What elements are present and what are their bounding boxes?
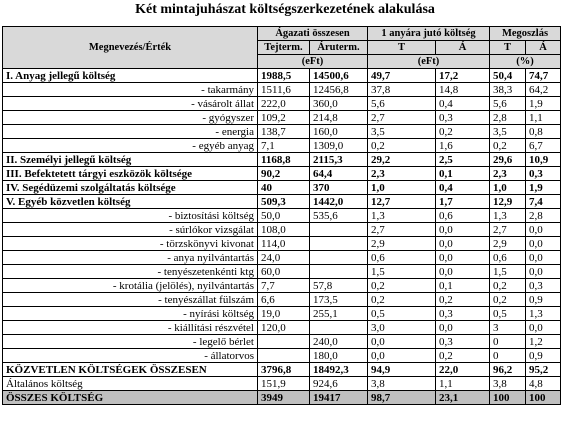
cell-value: 151,9: [258, 377, 310, 391]
cell-value: 1,9: [526, 97, 561, 111]
cell-value: 0,2: [490, 279, 526, 293]
cell-value: [310, 237, 368, 251]
cell-value: 64,2: [526, 83, 561, 97]
cell-value: 49,7: [368, 69, 436, 83]
cell-value: 7,7: [258, 279, 310, 293]
cell-value: 2,9: [490, 237, 526, 251]
cell-value: 1442,0: [310, 195, 368, 209]
table-row: [3, 111, 561, 125]
cell-value: 4,8: [526, 377, 561, 391]
header-egy-anyara: 1 anyára jutó költség: [368, 27, 490, 41]
table-row: [3, 139, 561, 153]
cell-value: 19,0: [258, 307, 310, 321]
cell-value: 3796,8: [258, 363, 310, 377]
cell-value: 0,2: [436, 293, 490, 307]
table-row: [3, 307, 561, 321]
header-a-eft: Á: [436, 41, 490, 55]
cell-value: 38,3: [490, 83, 526, 97]
cell-value: 94,9: [368, 363, 436, 377]
cell-value: [310, 265, 368, 279]
cell-value: 5,6: [368, 97, 436, 111]
cell-value: 6,7: [526, 139, 561, 153]
cell-value: 1,5: [490, 265, 526, 279]
cell-value: 24,0: [258, 251, 310, 265]
header-row-1: [3, 27, 561, 41]
row-label: - tenyészállat fülszám: [3, 293, 258, 307]
header-t-pct: T: [490, 41, 526, 55]
row-label: - egyéb anyag: [3, 139, 258, 153]
cell-value: 1511,6: [258, 83, 310, 97]
table-title: Két mintajuhászat költségszerkezetének alakulása: [135, 2, 435, 17]
cell-value: 160,0: [310, 125, 368, 139]
cell-value: 29,2: [368, 153, 436, 167]
cell-value: 2,9: [368, 237, 436, 251]
cell-value: 1,3: [526, 307, 561, 321]
cell-value: 2,8: [490, 111, 526, 125]
cell-value: 0,0: [526, 265, 561, 279]
cell-value: 1,5: [368, 265, 436, 279]
cell-value: 37,8: [368, 83, 436, 97]
row-label: - krotália (jelölés), nyilvántartás: [3, 279, 258, 293]
cell-value: 3,0: [368, 321, 436, 335]
cell-value: 95,2: [526, 363, 561, 377]
cell-value: 3: [490, 321, 526, 335]
row-label: - nyírási költség: [3, 307, 258, 321]
cell-value: 1309,0: [310, 139, 368, 153]
cell-value: 1,0: [368, 181, 436, 195]
cell-value: 2,8: [526, 209, 561, 223]
cell-value: 5,6: [490, 97, 526, 111]
cell-value: 2,7: [368, 111, 436, 125]
cell-value: 90,2: [258, 167, 310, 181]
row-label: - anya nyilvántartás: [3, 251, 258, 265]
cell-value: 1,3: [490, 209, 526, 223]
cell-value: 12,9: [490, 195, 526, 209]
table-row: [3, 97, 561, 111]
cell-value: 0,0: [368, 335, 436, 349]
cell-value: 1988,5: [258, 69, 310, 83]
cell-value: 0,2: [436, 349, 490, 363]
cell-value: 0,0: [526, 223, 561, 237]
table-row: [3, 391, 561, 405]
cell-value: 0,0: [436, 237, 490, 251]
cell-value: 3,5: [490, 125, 526, 139]
cell-value: 1,7: [436, 195, 490, 209]
cell-value: 74,7: [526, 69, 561, 83]
cell-value: 0,0: [436, 223, 490, 237]
cell-value: 29,6: [490, 153, 526, 167]
table-row: [3, 181, 561, 195]
cell-value: 255,1: [310, 307, 368, 321]
cell-value: [310, 223, 368, 237]
cell-value: 0,2: [436, 125, 490, 139]
table-row: [3, 349, 561, 363]
cell-value: 0,2: [490, 139, 526, 153]
cell-value: 180,0: [310, 349, 368, 363]
cell-value: 0,6: [436, 209, 490, 223]
cell-value: 98,7: [368, 391, 436, 405]
table-row: [3, 83, 561, 97]
cell-value: 12,7: [368, 195, 436, 209]
cell-value: 23,1: [436, 391, 490, 405]
cell-value: 0,1: [436, 167, 490, 181]
row-label: - biztosítási költség: [3, 209, 258, 223]
cell-value: 108,0: [258, 223, 310, 237]
cell-value: 14500,6: [310, 69, 368, 83]
cell-value: 7,4: [526, 195, 561, 209]
cell-value: [310, 321, 368, 335]
cell-value: 50,4: [490, 69, 526, 83]
header-unit-pct: (%): [490, 55, 561, 69]
cell-value: 10,9: [526, 153, 561, 167]
header-aruterm: Áruterm.: [310, 41, 368, 55]
cell-value: 1,2: [526, 335, 561, 349]
header-tejterm: Tejterm.: [258, 41, 310, 55]
cell-value: 0,1: [436, 279, 490, 293]
cell-value: 17,2: [436, 69, 490, 83]
cell-value: 6,6: [258, 293, 310, 307]
cell-value: 3,8: [368, 377, 436, 391]
cell-value: 96,2: [490, 363, 526, 377]
cell-value: 22,0: [436, 363, 490, 377]
header-megoszlas: Megoszlás: [490, 27, 561, 41]
cell-value: 0,2: [490, 293, 526, 307]
cell-value: 50,0: [258, 209, 310, 223]
cell-value: 3,8: [490, 377, 526, 391]
cell-value: 360,0: [310, 97, 368, 111]
cell-value: 64,4: [310, 167, 368, 181]
cell-value: 1168,8: [258, 153, 310, 167]
cell-value: 12456,8: [310, 83, 368, 97]
cell-value: 3949: [258, 391, 310, 405]
cell-value: 0,0: [526, 251, 561, 265]
cell-value: 109,2: [258, 111, 310, 125]
cell-value: 0,3: [526, 279, 561, 293]
table-row: [3, 279, 561, 293]
table-row: [3, 265, 561, 279]
header-unit-eft-2: (eFt): [368, 55, 490, 69]
cell-value: 57,8: [310, 279, 368, 293]
cell-value: 40: [258, 181, 310, 195]
cell-value: 0,2: [368, 139, 436, 153]
row-label: Általános költség: [3, 377, 258, 391]
row-label: - tenyészetenkénti ktg: [3, 265, 258, 279]
header-a-pct: Á: [526, 41, 561, 55]
cell-value: 2,3: [490, 167, 526, 181]
cell-value: 0,4: [436, 97, 490, 111]
table-row: [3, 335, 561, 349]
cell-value: 60,0: [258, 265, 310, 279]
header-name: Megnevezés/Érték: [3, 27, 258, 69]
cell-value: 0,5: [490, 307, 526, 321]
cell-value: 3,5: [368, 125, 436, 139]
cell-value: 0: [490, 349, 526, 363]
table-row: [3, 377, 561, 391]
cell-value: 0: [490, 335, 526, 349]
row-label: V. Egyéb közvetlen költség: [3, 195, 258, 209]
row-label: - legelő bérlet: [3, 335, 258, 349]
table-row: [3, 293, 561, 307]
header-unit-eft-1: (eFt): [258, 55, 368, 69]
cell-value: 0,4: [436, 181, 490, 195]
cell-value: 0,8: [526, 125, 561, 139]
table-row: [3, 195, 561, 209]
cell-value: 2,7: [368, 223, 436, 237]
cell-value: 14,8: [436, 83, 490, 97]
cell-value: 18492,3: [310, 363, 368, 377]
cell-value: [258, 349, 310, 363]
cell-value: 120,0: [258, 321, 310, 335]
header-t-eft: T: [368, 41, 436, 55]
table-row: [3, 223, 561, 237]
cell-value: 240,0: [310, 335, 368, 349]
cell-value: 0,9: [526, 293, 561, 307]
row-label: KÖZVETLEN KÖLTSÉGEK ÖSSZESEN: [3, 363, 258, 377]
cell-value: 1,0: [490, 181, 526, 195]
cell-value: 0,3: [436, 307, 490, 321]
table-row: [3, 251, 561, 265]
cell-value: 1,1: [436, 377, 490, 391]
cell-value: 0,0: [436, 321, 490, 335]
cell-value: 370: [310, 181, 368, 195]
cell-value: 1,9: [526, 181, 561, 195]
table-row: [3, 363, 561, 377]
cell-value: 0,3: [436, 111, 490, 125]
cell-value: 0,0: [526, 237, 561, 251]
row-label: I. Anyag jellegű költség: [3, 69, 258, 83]
row-label: - kiállítási részvétel: [3, 321, 258, 335]
cell-value: 0,0: [436, 265, 490, 279]
cell-value: 0,6: [490, 251, 526, 265]
row-label: - gyógyszer: [3, 111, 258, 125]
row-label: - állatorvos: [3, 349, 258, 363]
cell-value: 0,6: [368, 251, 436, 265]
cell-value: 19417: [310, 391, 368, 405]
cell-value: 1,3: [368, 209, 436, 223]
cell-value: 2115,3: [310, 153, 368, 167]
cell-value: 2,3: [368, 167, 436, 181]
cell-value: 100: [490, 391, 526, 405]
cell-value: 0,3: [526, 167, 561, 181]
cell-value: 0,0: [368, 349, 436, 363]
cell-value: 1,6: [436, 139, 490, 153]
table-row: [3, 167, 561, 181]
cell-value: 0,0: [526, 321, 561, 335]
row-label: - energia: [3, 125, 258, 139]
cell-value: 0,2: [368, 279, 436, 293]
cell-value: 0,9: [526, 349, 561, 363]
table-row: [3, 237, 561, 251]
cell-value: 114,0: [258, 237, 310, 251]
row-label: - súrlókor vizsgálat: [3, 223, 258, 237]
table-row: [3, 153, 561, 167]
cell-value: 138,7: [258, 125, 310, 139]
cost-structure-table: [2, 26, 561, 405]
cell-value: 100: [526, 391, 561, 405]
cell-value: 0,3: [436, 335, 490, 349]
cell-value: 222,0: [258, 97, 310, 111]
cell-value: 7,1: [258, 139, 310, 153]
cell-value: 173,5: [310, 293, 368, 307]
table-row: [3, 209, 561, 223]
row-label: ÖSSZES KÖLTSÉG: [3, 391, 258, 405]
row-label: - törzskönyvi kivonat: [3, 237, 258, 251]
cell-value: 924,6: [310, 377, 368, 391]
cell-value: 1,1: [526, 111, 561, 125]
cell-value: [258, 335, 310, 349]
cell-value: 214,8: [310, 111, 368, 125]
cell-value: 0,5: [368, 307, 436, 321]
table-row: [3, 125, 561, 139]
cell-value: 0,2: [368, 293, 436, 307]
table-row: [3, 69, 561, 83]
cell-value: [310, 251, 368, 265]
row-label: - takarmány: [3, 83, 258, 97]
row-label: II. Személyi jellegű költség: [3, 153, 258, 167]
cell-value: 509,3: [258, 195, 310, 209]
cell-value: 535,6: [310, 209, 368, 223]
cell-value: 0,0: [436, 251, 490, 265]
row-label: - vásárolt állat: [3, 97, 258, 111]
cell-value: 2,5: [436, 153, 490, 167]
cell-value: 2,7: [490, 223, 526, 237]
row-label: IV. Segédüzemi szolgáltatás költsége: [3, 181, 258, 195]
header-agazati: Ágazati összesen: [258, 27, 368, 41]
row-label: III. Befektetett tárgyi eszközök költsége: [3, 167, 258, 181]
table-row: [3, 321, 561, 335]
